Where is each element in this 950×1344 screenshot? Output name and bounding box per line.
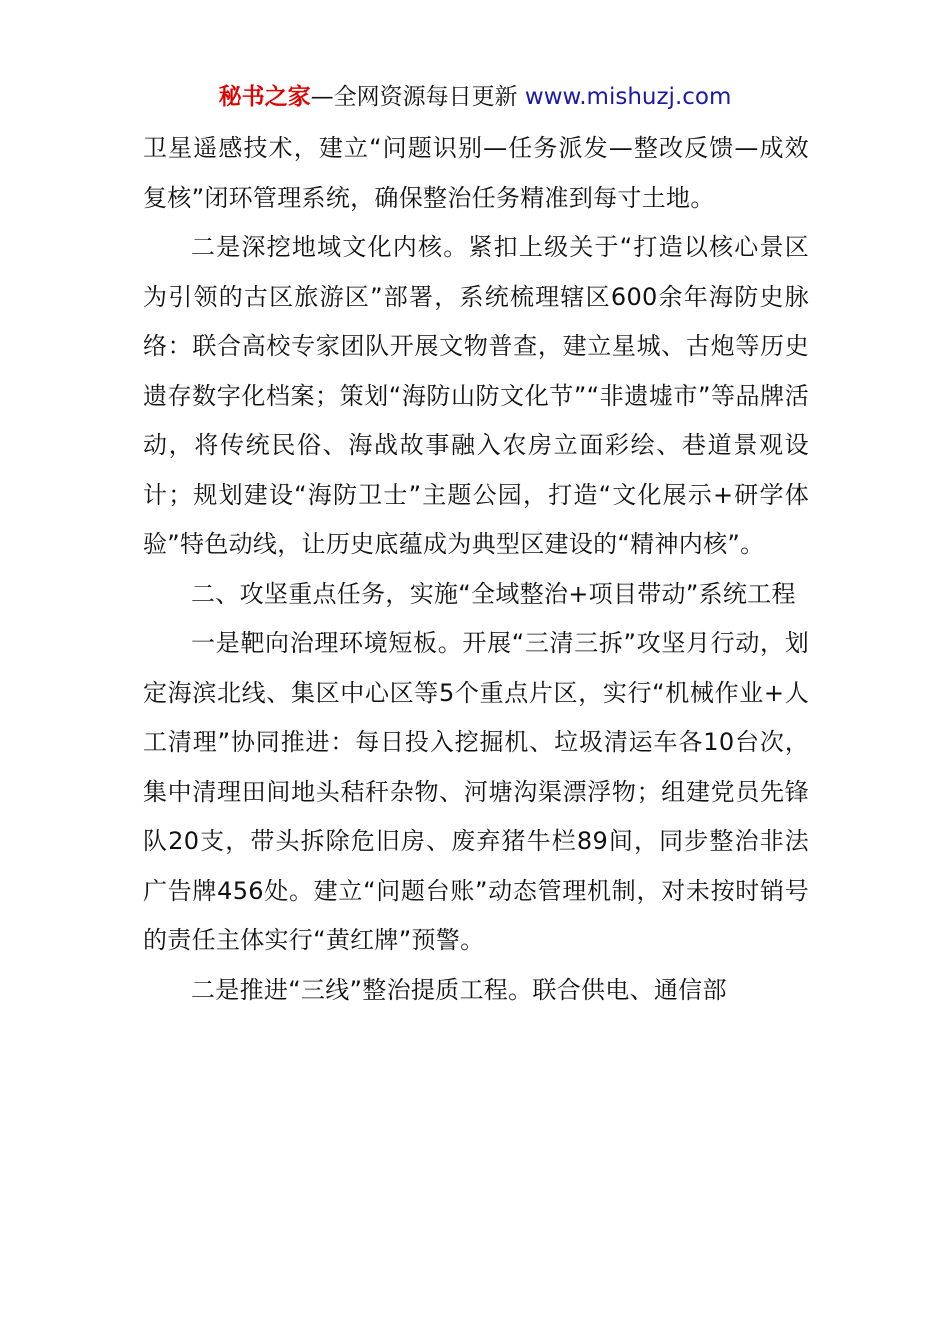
section-heading: 二、攻坚重点任务，实施“全域整治+项目带动”系统工程	[191, 579, 796, 608]
paragraph-culture: 二是深挖地域文化内核。紧扣上级关于“打造以核心景区为引领的古区旅游区”部署，系统梳理辖区600余年海防史脉络：联合高校专家团队开展文物普查，建立星城、古炮等历史遗存数字化档案；策划“海防山防文化节”“非遗墟市”等品牌活动，将传统民俗、海战故事融入农房立面彩绘、巷道景观设计；规划建设“海防卫士”主题公园，打造“文化展示+研学体验”特色动线，让历史底蕴成为典型区建设的“精神内核”。	[143, 233, 809, 558]
document-body	[143, 124, 809, 1015]
site-url[interactable]: www.mishuzj.com	[524, 84, 732, 110]
site-brand: 秘书之家	[218, 84, 311, 110]
site-tagline: —全网资源每日更新	[310, 84, 525, 110]
paragraph-continuation: 卫星遥感技术，建立“问题识别—任务派发—整改反馈—成效复核”闭环管理系统，确保整治任务精准到每寸土地。	[143, 134, 809, 212]
paragraph-three-lines: 二是推进“三线”整治提质工程。联合供电、通信部	[191, 975, 727, 1004]
page-header	[0, 80, 950, 114]
paragraph-environment: 一是靶向治理环境短板。开展“三清三拆”攻坚月行动，划定海滨北线、集区中心区等5个重点片区，实行“机械作业+人工清理”协同推进：每日投入挖掘机、垃圾清运车各10台次，集中清理田间地头秸秆杂物、河塘沟渠漂浮物；组建党员先锋队20支，带头拆除危旧房、废弃猪牛栏89间，同步整治非法广告牌456处。建立“问题台账”动态管理机制，对未按时销号的责任主体实行“黄红牌”预警。	[143, 629, 809, 954]
